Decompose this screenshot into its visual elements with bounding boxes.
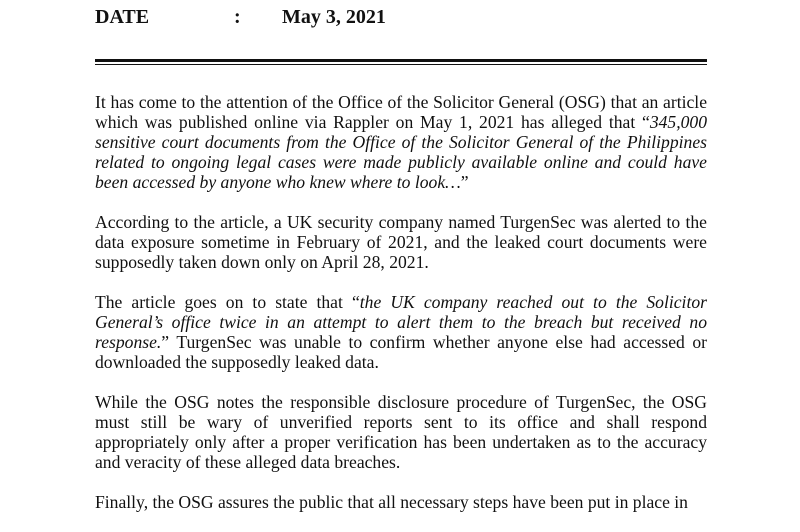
date-value: May 3, 2021 [282, 6, 386, 28]
paragraph-3 [95, 292, 707, 372]
document-body [95, 92, 707, 532]
header-rule-thin [95, 64, 707, 65]
paragraph-3-text: The article goes on to state that “ [95, 292, 360, 312]
paragraph-3-closing: ” TurgenSec was unable to confirm whether anyone else had accessed or downloaded the supposedly leaked data. [95, 332, 707, 372]
paragraph-5 [95, 492, 707, 512]
paragraph-4 [95, 392, 707, 472]
paragraph-1-text: It has come to the attention of the Office of the Solicitor General (OSG) that an article which was published online via Rappler on May 1, 2021 has alleged that “ [95, 92, 707, 132]
header-rule-thick [95, 59, 707, 62]
date-label: DATE [95, 6, 150, 28]
paragraph-5-text: Finally, the OSG assures the public that all necessary steps have been put in place in [95, 492, 688, 512]
paragraph-2 [95, 212, 707, 272]
paragraph-4-text: While the OSG notes the responsible disclosure procedure of TurgenSec, the OSG must still be wary of unverified reports sent to its office and shall respond appropriately only after a proper verification has been undertaken as to the accuracy and veracity of these alleged data breaches. [95, 392, 707, 472]
date-colon: : [234, 6, 241, 28]
paragraph-3-quote: the UK company reached out to the Solicitor General’s office twice in an attempt to alert them to the breach but received no response. [95, 292, 707, 352]
paragraph-1 [95, 92, 707, 192]
paragraph-1-quote: 345,000 sensitive court documents from the Office of the Solicitor General of the Philippines related to ongoing legal cases were made publicly available online and could have been accessed by anyone who knew where to look… [95, 112, 707, 192]
paragraph-1-closing: ” [460, 172, 469, 192]
paragraph-2-text: According to the article, a UK security company named TurgenSec was alerted to the data exposure sometime in February of 2021, and the leaked court documents were supposedly taken down only on April 28, 2021. [95, 212, 707, 272]
